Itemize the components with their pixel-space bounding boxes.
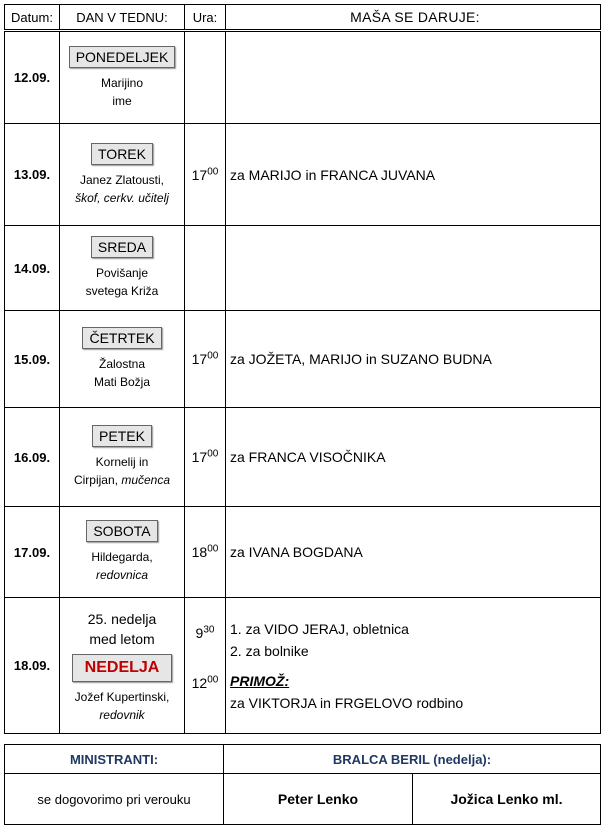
primoz-label: PRIMOŽ: <box>230 672 290 689</box>
feast-italic: škof, cerkv. učitelj <box>75 190 169 205</box>
feast-italic: mučenca <box>121 473 171 487</box>
row-day-cell <box>60 226 185 311</box>
intention-line: 1. za VIDO JERAJ, obletnica <box>230 620 409 637</box>
row-date: 16.09. <box>5 408 60 507</box>
feast-line: Janez Zlatousti, <box>79 172 165 187</box>
row-date: 17.09. <box>5 507 60 598</box>
row-intention: za FRANCA VISOČNIKA <box>226 408 601 507</box>
intention-line: 2. za bolnike <box>230 642 309 659</box>
time-minutes: 00 <box>207 165 219 177</box>
time-minutes: 00 <box>207 543 219 555</box>
time-2 <box>185 675 225 691</box>
feast-line: ime <box>112 93 132 108</box>
header-time: Ura: <box>185 5 226 31</box>
feast-italic: redovnik <box>99 707 145 722</box>
row-intention: za JOŽETA, MARIJO in SUZANO BUDNA <box>226 311 601 408</box>
feast-line <box>60 706 184 724</box>
day-label: ČETRTEK <box>82 327 161 349</box>
row-time <box>185 598 226 734</box>
row-day-cell <box>60 507 185 598</box>
intention-line: za VIKTORJA in FRGELOVO rodbino <box>230 694 464 711</box>
feast-text: Cirpijan, <box>73 473 122 487</box>
row-intention <box>226 226 601 311</box>
row-day-cell <box>60 598 185 734</box>
time-minutes: 00 <box>207 673 219 685</box>
table-row <box>5 31 601 124</box>
day-label: TOREK <box>91 143 153 165</box>
ministranti-value: se dogovorimo pri verouku <box>5 774 224 825</box>
feast-line: Kornelij in <box>95 455 149 469</box>
feast-line: Marijino <box>100 75 143 90</box>
feast-line: svetega Križa <box>85 284 159 298</box>
table-row <box>5 226 601 311</box>
feast-line <box>60 471 184 489</box>
sunday-line: med letom <box>89 630 155 647</box>
row-time <box>185 124 226 226</box>
row-intention: za IVANA BOGDANA <box>226 507 601 598</box>
row-time <box>185 311 226 408</box>
time-hour: 12 <box>191 674 208 691</box>
feast-line: Hildegarda, <box>91 550 153 564</box>
table-row <box>5 124 601 226</box>
day-label: SOBOTA <box>86 520 157 542</box>
day-label: NEDELJA <box>72 654 173 682</box>
sunday-line: 25. nedelja <box>87 610 157 627</box>
row-time <box>185 226 226 311</box>
row-day-cell <box>60 124 185 226</box>
row-date: 18.09. <box>5 598 60 734</box>
footer-table <box>4 744 601 825</box>
table-row <box>5 507 601 598</box>
row-date: 12.09. <box>5 31 60 124</box>
time-hour: 17 <box>191 166 208 183</box>
day-label: PETEK <box>92 425 152 447</box>
row-day-cell <box>60 31 185 124</box>
feast-italic: redovnica <box>95 568 149 582</box>
time-minutes: 00 <box>207 448 219 460</box>
footer-header-row <box>5 745 601 774</box>
time-hour: 18 <box>191 544 208 560</box>
row-time <box>185 507 226 598</box>
table-row-sunday <box>5 598 601 734</box>
row-intention: za MARIJO in FRANCA JUVANA <box>226 124 601 226</box>
row-date: 14.09. <box>5 226 60 311</box>
feast-line: Mati Božja <box>93 375 151 389</box>
row-day-cell <box>60 311 185 408</box>
readers-heading: BRALCA BERIL (nedelja): <box>224 745 601 774</box>
row-intention <box>226 31 601 124</box>
row-day-cell <box>60 408 185 507</box>
feast-line: Jožef Kupertinski, <box>74 689 170 704</box>
reader-2: Jožica Lenko ml. <box>413 774 601 825</box>
header-day: DAN V TEDNU: <box>60 5 185 31</box>
feast-line <box>60 566 184 584</box>
header-date: Datum: <box>5 5 60 31</box>
table-header <box>5 5 601 31</box>
time-hour: 17 <box>191 449 208 465</box>
feast-line: Povišanje <box>95 266 149 280</box>
table-row <box>5 311 601 408</box>
reader-1: Peter Lenko <box>224 774 413 825</box>
time-hour: 9 <box>195 624 204 641</box>
time-minutes: 30 <box>203 623 215 635</box>
time-1 <box>185 625 225 641</box>
feast-line: Žalostna <box>98 357 146 371</box>
row-date: 15.09. <box>5 311 60 408</box>
row-time <box>185 408 226 507</box>
row-intention <box>226 598 601 734</box>
time-hour: 17 <box>191 351 208 367</box>
table-row <box>5 408 601 507</box>
day-label: SREDA <box>91 236 153 258</box>
day-label: PONEDELJEK <box>69 46 176 68</box>
mass-schedule-table <box>4 4 601 734</box>
row-date: 13.09. <box>5 124 60 226</box>
feast-line <box>60 189 184 207</box>
ministranti-heading: MINISTRANTI: <box>5 745 224 774</box>
footer-body-row <box>5 774 601 825</box>
row-time <box>185 31 226 124</box>
header-mass: MAŠA SE DARUJE: <box>226 5 601 31</box>
time-minutes: 00 <box>207 350 219 362</box>
